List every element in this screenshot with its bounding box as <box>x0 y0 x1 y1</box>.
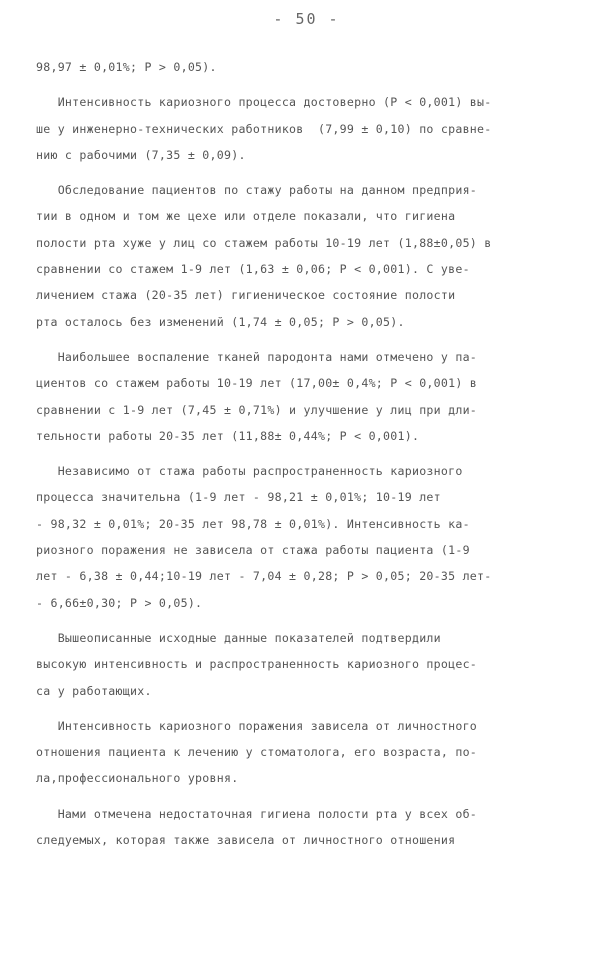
text-line: следуемых, которая также зависела от личностного отношения <box>36 833 456 848</box>
text-line: Интенсивность кариозного процесса достоверно (P < 0,001) вы- <box>36 95 492 110</box>
text-line: тельности работы 20-35 лет (11,88± 0,44%; P < 0,001). <box>36 428 420 443</box>
text-line: Независимо от стажа работы распространенность кариозного <box>36 464 463 479</box>
text-line: процесса значительна (1-9 лет - 98,21 ± 0,01%; 10-19 лет <box>36 490 441 505</box>
body-text <box>36 54 582 853</box>
text-line: сравнении с 1-9 лет (7,45 ± 0,71%) и улучшение у лиц при дли- <box>36 402 478 417</box>
text-line: сравнении со стажем 1-9 лет (1,63 ± 0,06; P < 0,001). С уве- <box>36 262 470 277</box>
text-line: Интенсивность кариозного поражения зависела от личностного <box>36 718 478 733</box>
text-line: риозного поражения не зависела от стажа работы пациента (1-9 <box>36 543 470 558</box>
text-line: тии в одном и том же цехе или отделе показали, что гигиена <box>36 209 456 224</box>
text-line: ла,профессионального уровня. <box>36 771 239 786</box>
paragraph <box>36 54 582 80</box>
text-line: Нами отмечена недостаточная гигиена полости рта у всех об- <box>36 806 478 821</box>
text-line: личением стажа (20-35 лет) гигиеническое состояние полости <box>36 288 456 303</box>
text-line: Наибольшее воспаление тканей пародонта нами отмечено у па- <box>36 349 478 364</box>
text-line: циентов со стажем работы 10-19 лет (17,00± 0,4%; P < 0,001) в <box>36 376 478 391</box>
text-line: высокую интенсивность и распространенность кариозного процес- <box>36 657 478 672</box>
paragraph <box>36 89 582 168</box>
text-line: полости рта хуже у лиц со стажем работы 10-19 лет (1,88±0,05) в <box>36 235 492 250</box>
text-line: са у работающих. <box>36 683 152 698</box>
text-line: рта осталось без изменений (1,74 ± 0,05; P > 0,05). <box>36 314 405 329</box>
page-number: - 50 - <box>273 10 340 28</box>
paragraph <box>36 344 582 449</box>
text-line: лет - 6,38 ± 0,44;10-19 лет - 7,04 ± 0,28; P > 0,05; 20-35 лет- <box>36 569 492 584</box>
paragraph <box>36 458 582 616</box>
paragraph <box>36 625 582 704</box>
paragraph <box>36 177 582 335</box>
paragraph <box>36 801 582 854</box>
text-line: Вышеописанные исходные данные показателей подтвердили <box>36 630 441 645</box>
text-line: 98,97 ± 0,01%; P > 0,05). <box>36 60 217 74</box>
text-line: - 6,66±0,30; P > 0,05). <box>36 595 203 610</box>
text-line: Обследование пациентов по стажу работы на данном предприя- <box>36 183 478 198</box>
text-line: ше у инженерно-технических работников (7,99 ± 0,10) по сравне- <box>36 121 492 136</box>
text-line: отношения пациента к лечению у стоматолога, его возраста, по- <box>36 745 478 760</box>
paragraph <box>36 713 582 792</box>
text-line: нию с рабочими (7,35 ± 0,09). <box>36 147 246 162</box>
text-line: - 98,32 ± 0,01%; 20-35 лет 98,78 ± 0,01%). Интенсивность ка- <box>36 516 470 531</box>
